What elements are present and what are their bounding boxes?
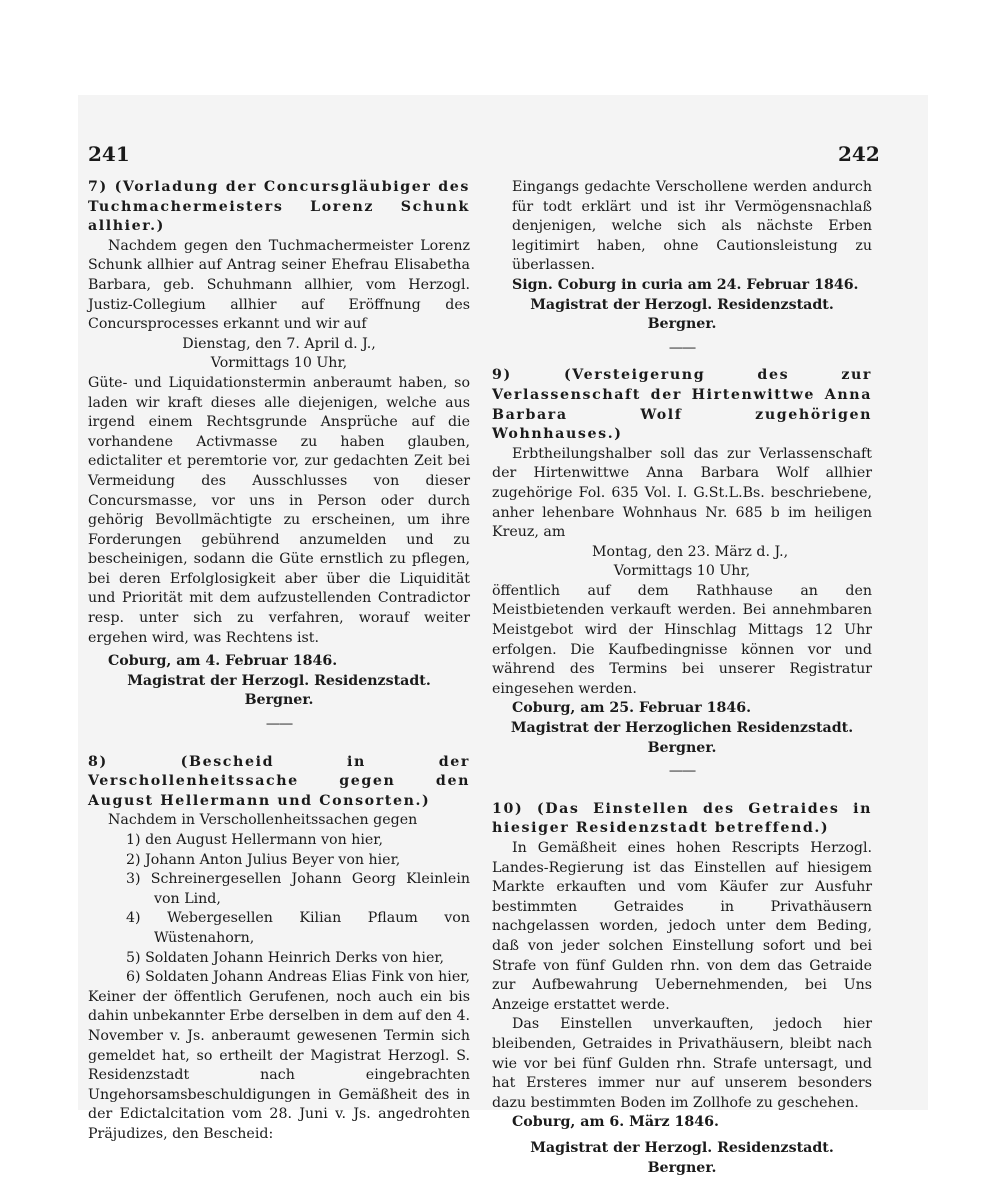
notice-8 [88,753,470,1145]
right-column [492,178,872,1178]
notice-7 [88,178,470,735]
notice-intro: Erbtheilungshalber soll das zur Verlassenschaft der Hirtenwittwe Anna Barbara Wolf allhier zugehörige Fol. 635 Vol. I. G.St.L.Bs. beschriebene, anher lehenbare Wohnhaus Nr. 685 b im heiligen Kreuz, am [492,445,872,541]
notice-body: Keiner der öffentlich Gerufenen, noch auch ein bis dahin unbekannter Erbe derselben in dem auf den 4. November v. Js. anberaumt gewesenen Termin sich gemeldet hat, so ertheilt der Magistrat Herzogl. S. Residenzstadt nach eingebrachten Ungehorsamsbeschuldigungen in Gemäßheit des in der Edictalcitation vom 28. Juni v. Js. angedrohten Präjudizes, den Bescheid: [88,988,470,1142]
notice-body: öffentlich auf dem Rathhause an den Meistbietenden verkauft werden. Bei annehmbaren Meistgebot wird der Hinschlag Mittags 12 Uhr erfolgen. Die Kaufbedingnisse können vor und während des Termins bei unserer Registratur eingesehen werden. [492,582,872,697]
time-line: Vormittags 10 Uhr, [210,355,348,372]
list-item: 1) den August Hellermann von hier, [126,832,384,848]
signature: Bergner. [647,1159,717,1176]
time-line: Vormittags 10 Uhr, [613,563,751,580]
authority: Magistrat der Herzogl. Residenzstadt. [530,1139,834,1156]
notice-paragraph: Das Einstellen unverkauften, jedoch hier bleibenden, Getraides in Privathäusern, bleibt nach wie vor bei fünf Gulden rhn. Strafe untersagt, und hat Ersteres immer nur auf unserem besonders dazu bestimmten Boden im Zollhofe zu geschehen. [492,1016,872,1111]
place-date: Coburg, am 25. Februar 1846. [512,700,752,717]
authority: Magistrat der Herzoglichen Residenzstadt. [510,720,854,737]
notice-body: Güte- und Liquidationstermin anberaumt haben, so laden wir kraft dieses alle diejenigen, welche aus irgend einem Rechtsgrunde Ansprüche auf die vorhandene Activmasse zu haben glauben, edictaliter et peremtorie vor, zur gedachten Zeit bei Vermeidung des Ausschlusses von dieser Concursmasse, vor uns in Person oder durch gehörig Bevollmächtigte zu erscheinen, um ihre Forderungen gebührend anzumelden und zu bescheinigen, sodann die Güte ernstlich zu pflegen, bei deren Erfolglosigkeit aber über die Liquidität und Priorität mit dem aufzustellenden Contradictor resp. unter sich zu verfahren, worauf weiter ergehen wird, was Rechtens ist. [88,374,470,646]
notice-heading: 9) (Versteigerung des zur Verlassenschaft der Hirtenwittwe Anna Barbara Wolf zugehörigen Wohnhauses.) [492,367,872,443]
list-item: 5) Soldaten Johann Heinrich Derks von hier, [126,949,445,966]
date-line: Montag, den 23. März d. J., [592,543,789,560]
notice-intro: Nachdem in Verschollenheitssachen gegen [108,812,418,829]
date-line: Dienstag, den 7. April d. J., [182,335,376,352]
notice-intro: Nachdem gegen den Tuchmachermeister Lorenz Schunk allhier auf Antrag seiner Ehefrau Elisabetha Barbara, geb. Schuhmann allhier, vom Herzogl. Justiz-Collegium allhier auf Eröffnung des Concursprocesses erkannt und wir auf [88,237,470,333]
signature: Bergner. [244,692,314,709]
separator: —— [668,763,696,780]
notice-heading: 8) (Bescheid in der Verschollenheitssache gegen den August Hellermann und Consorten.) [88,753,470,809]
separator: —— [668,339,696,356]
left-column [88,178,470,1145]
notice-heading: 7) (Vorladung der Concursgläubiger des Tuchmachermeisters Lorenz Schunk allhier.) [88,179,470,235]
page-number-right: 242 [838,142,880,166]
signature: Bergner. [647,739,717,756]
list-item: 3) Schreinergesellen Johann Georg Kleinlein von Lind, [126,871,470,907]
notice-9 [492,366,872,781]
list-item: 2) Johann Anton Julius Beyer von hier, [126,851,401,868]
place-date: Coburg, am 4. Februar 1846. [108,653,338,670]
list-item: 4) Webergesellen Kilian Pflaum von Wüstenahorn, [126,910,470,946]
place-date: Coburg, am 6. März 1846. [512,1114,719,1131]
notice-paragraph: In Gemäßheit eines hohen Rescripts Herzogl. Landes-Regierung ist das Einstellen auf hiesigem Markte erkauften und vom Käufer zur Ausfuhr bestimmten Getraides in Privathäusern nachgelassen worden, jedoch unter dem Beding, daß von jeder solchen Einstellung sofort und bei Strafe von fünf Gulden rhn. von dem das Getraide zur Aufbewahrung Uebernehmenden, bei Uns Anzeige erstattet werde. [492,840,872,1013]
list-item: 6) Soldaten Johann Andreas Elias Fink von hier, [126,969,470,986]
signature: Bergner. [647,316,717,333]
separator: —— [265,716,293,733]
page-number-left: 241 [88,142,130,166]
notice-body: Eingangs gedachte Verschollene werden andurch für todt erklärt und ist ihr Vermögensnachlaß denjenigen, welche sich als nächste Erben legitimirt haben, ohne Cautionsleistung zu überlassen. [512,179,872,274]
person-list [88,831,470,988]
authority: Magistrat der Herzogl. Residenzstadt. [127,672,431,689]
notice-heading: 10) (Das Einstellen des Getraides in hiesiger Residenzstadt betreffend.) [492,800,872,837]
signed-line: Sign. Coburg in curia am 24. Februar 1846. [512,276,859,293]
notice-10 [492,800,872,1178]
authority: Magistrat der Herzogl. Residenzstadt. [530,296,834,313]
notice-8-continued [492,178,872,358]
